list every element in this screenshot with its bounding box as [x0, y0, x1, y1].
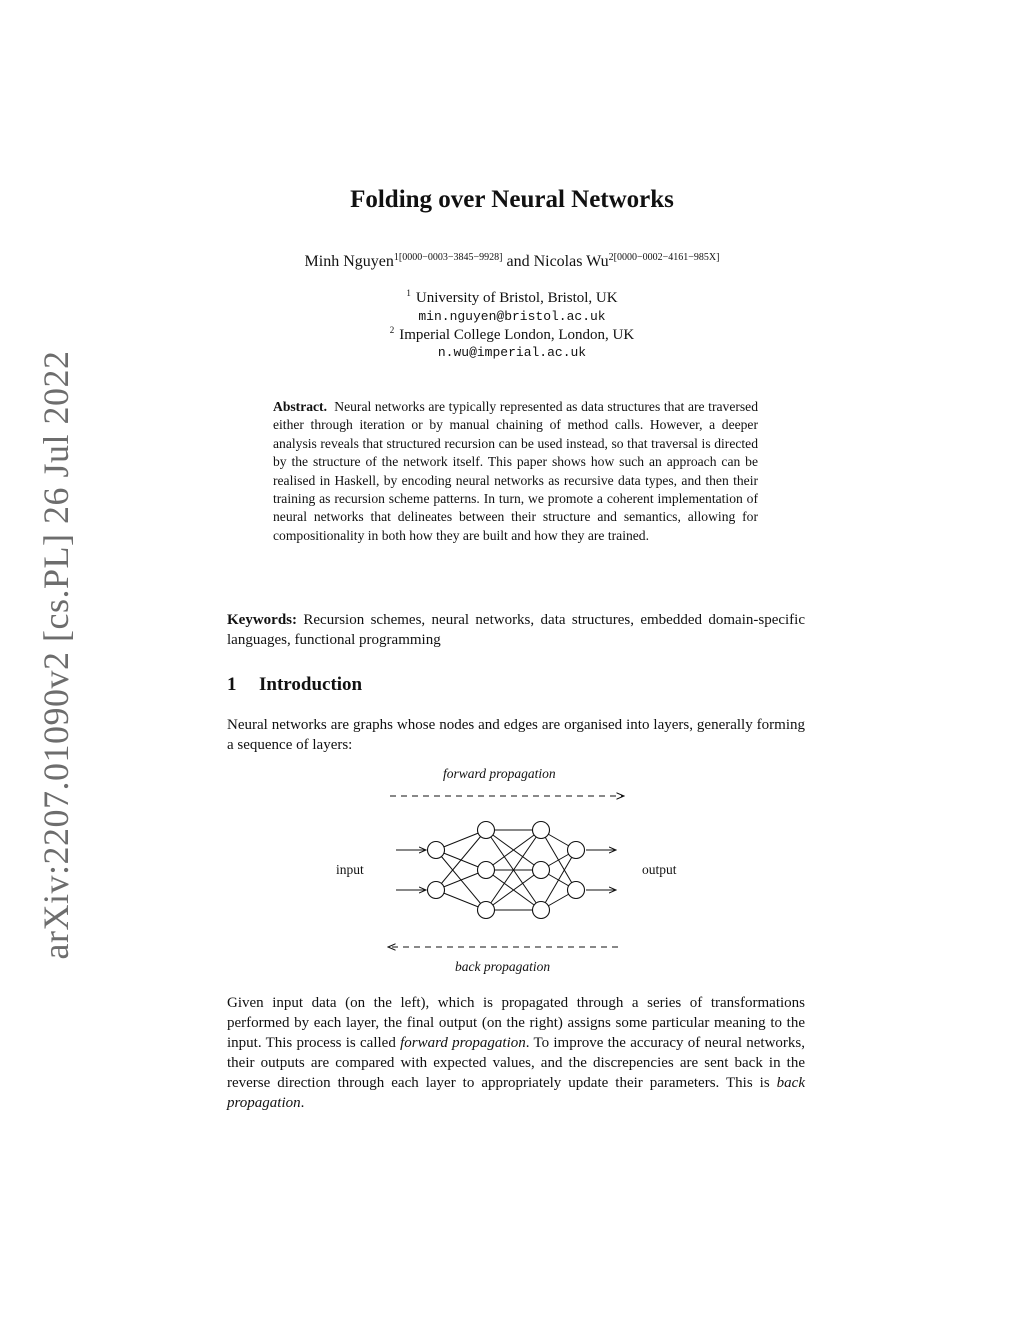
hidden-node	[478, 862, 495, 879]
paper-title: Folding over Neural Networks	[350, 186, 674, 213]
section-title: Introduction	[259, 674, 363, 695]
keywords-label: Keywords:	[227, 612, 297, 628]
abstract	[273, 398, 758, 545]
input-node	[428, 842, 445, 859]
body-text: . To improve the accuracy of neural networks, their outputs are compared with expected values, and the discrepencies are sent back in the reverse direction through each layer to appropriately update their parameters. This is	[227, 1035, 806, 1091]
affiliation-number: 2	[389, 325, 395, 335]
back-propagation-label: back propagation	[455, 959, 551, 974]
output-label: output	[642, 862, 677, 877]
input-node	[428, 882, 445, 899]
intro-paragraph: Neural networks are graphs whose nodes and edges are organised into layers, generally forming a sequence of layers:	[227, 717, 805, 753]
output-node	[568, 842, 585, 859]
keywords-text: Recursion schemes, neural networks, data structures, embedded domain-specific languages, functional programming	[227, 612, 806, 648]
hidden-node	[478, 902, 495, 919]
forward-propagation-label: forward propagation	[443, 766, 556, 781]
body-text: Given input data (on the left), which is propagated through a series of transformations performed by each layer, the final output (on the right) assigns some particular meaning to the input. This process is called	[227, 995, 805, 1051]
body-emphasis: back propagation	[227, 1075, 805, 1111]
section-number: 1	[227, 674, 237, 695]
affiliation	[0, 288, 1024, 307]
author-email[interactable]: min.nguyen@bristol.ac.uk	[418, 309, 606, 324]
body-text: .	[300, 1095, 305, 1111]
neural-network-figure	[320, 762, 720, 982]
hidden-node	[533, 902, 550, 919]
hidden-node	[533, 822, 550, 839]
author-orcid: 1[0000−0003−3845−9928]	[393, 252, 503, 263]
affiliation-number: 1	[406, 288, 411, 298]
input-label: input	[336, 862, 364, 877]
author-orcid: 2[0000−0002−4161−985X]	[608, 252, 720, 263]
hidden-node	[478, 822, 495, 839]
author-line	[0, 252, 1024, 271]
author-name: Minh Nguyen	[304, 253, 394, 270]
body-paragraph	[227, 993, 805, 1113]
abstract-label: Abstract.	[273, 399, 327, 414]
keywords	[227, 610, 805, 650]
network-diagram	[320, 762, 720, 982]
abstract-text: Neural networks are typically represented as data structures that are traversed either through iteration or by manual chaining of method calls. However, a deeper analysis reveals that structured recursion can be used instead, so that traversal is directed by the structure of the network itself. This paper shows how such an approach can be realised in Haskell, by encoding neural networks as recursive data types, and then their training as recursion scheme patterns. In turn, we promote a coherent implementation of neural networks that delineates between their structure and semantics, allowing for compositionality in both how they are built and how they are trained.	[273, 399, 758, 543]
author-email[interactable]: n.wu@imperial.ac.uk	[437, 345, 587, 360]
hidden-node	[533, 862, 550, 879]
affiliation	[0, 325, 1024, 344]
author-name: Nicolas Wu	[533, 253, 609, 270]
body-emphasis: forward propagation	[400, 1035, 526, 1051]
author-connector: and	[506, 253, 530, 270]
affiliation-name: Imperial College London, London, UK	[399, 327, 635, 343]
output-node	[568, 882, 585, 899]
section-heading	[227, 674, 362, 696]
arxiv-stamp: arXiv:2207.01090v2 [cs.PL] 26 Jul 2022	[36, 350, 76, 960]
affiliation-name: University of Bristol, Bristol, UK	[415, 290, 618, 306]
